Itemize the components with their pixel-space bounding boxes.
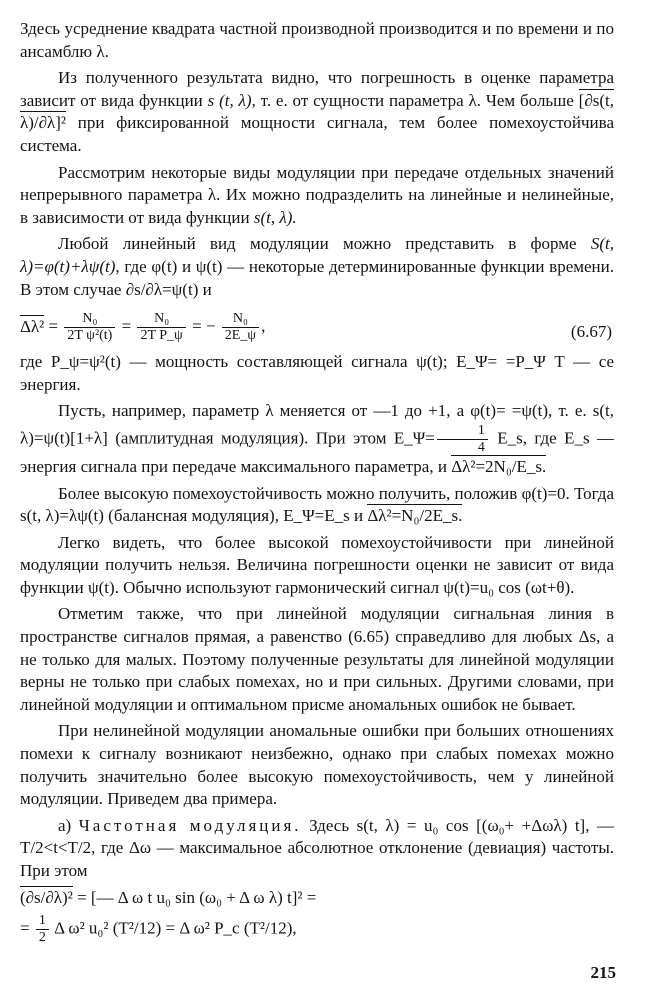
s-function: s (t, λ) xyxy=(207,90,252,110)
paragraph-3: Рассмотрим некоторые виды модуляции при передаче отдельных значений непрерывного параметра λ. Их можно подразделить на линейные и нелинейные, в зависимости от вида функции s(t, λ). xyxy=(20,162,614,227)
page-text xyxy=(20,18,614,946)
paragraph-7: Более высокую помехоустойчивость можно получить, положив φ(t)=0. Тогда s(t, λ)=λψ(t) (балансная модуляция), E_Ψ=E_s и Δλ²=N₀/2E_s. xyxy=(20,483,614,526)
paragraph-6: Пусть, например, параметр λ меняется от —1 до +1, а φ(t)= =ψ(t), т. е. s(t, λ)=ψ(t)[1+λ] (амплитудная модуляция). При этом E_Ψ= $\frac{1}{4}$ E_s, где E_s — энергия сигнала при передаче максимального параметра, и Δλ²=2N₀/E_s. xyxy=(20,401,614,476)
fraction-quarter: $\frac{1}{4}$ xyxy=(437,423,488,456)
fraction-3: $\frac{\text{N₀}}{2E\_\psi}$ xyxy=(222,311,259,344)
page-number: 215 xyxy=(590,963,616,982)
paragraph-9: Отметим также, что при линейной модуляции сигнальная линия в пространстве сигналов прямая, а равенство (6.65) справедливо для любых Δs, а не только для малых. Поэтому полученные результаты для линейной модуляции верны не только при слабых помехах, но и при сильных. Другими словами, при линейной модуляции и оптимальном присме аномальных ошибок не бывает. xyxy=(20,604,614,714)
paragraph-1: Здесь усреднение квадрата частной производной производится и по времени и по ансамблю λ. xyxy=(20,19,614,61)
eq-lhs: Δλ² xyxy=(20,316,45,336)
paragraph-11: а) Частотная модуляция. Здесь s(t, λ) = u₀ cos [(ω₀+ +Δωλ) t], — T/2<t<T/2, где Δω — максимальное абсолютное отклонение (девиация) частоты. При этом xyxy=(20,815,614,880)
equation-number: (6.67) xyxy=(570,322,612,342)
paragraph-5: где P_ψ=ψ²(t) — мощность составляющей сигнала ψ(t); E_Ψ= =P_Ψ T — се энергия. xyxy=(20,352,614,394)
paragraph-2: Из полученного результата видно, что погрешность в оценке параметра зависит от вида функции s (t, λ), т. е. от сущности параметра λ. Чем больше [∂s(t, λ)/∂λ]² при фиксированной мощности сигнала, тем более помехоустойчива система. xyxy=(20,68,614,155)
fraction-2: $\frac{\text{N₀}}{\text{2T P\_ψ}}$ xyxy=(137,311,185,344)
linear-modulation-formula: S(t, λ)=φ(t)+λψ(t) xyxy=(20,234,614,276)
paragraph-8: Легко видеть, что более высокой помехоустойчивости при линейной модуляции получить нельзя. Величина погрешности оценки не зависит от вида функции ψ(t). Обычно используют гармонический сигнал ψ(t)=u₀ cos (ωt+θ). xyxy=(20,532,614,597)
paragraph-4: Любой линейный вид модуляции можно представить в форме S(t, λ)=φ(t)+λψ(t), где φ(t) и ψ(t) — некоторые детерминированные функции времени. В этом случае ∂s/∂λ=ψ(t) и xyxy=(20,234,614,299)
fraction-1: $\frac{\text{N₀}}{\text{2T ψ²(t)}}$ xyxy=(64,311,115,344)
equation-line-1: (∂s/∂λ)² = [— Δ ω t u₀ sin (ω₀ + Δ ω λ) t]² = xyxy=(20,887,317,907)
spaced-heading: Частотная модуляция. xyxy=(78,815,302,835)
derivative-squared: [∂s(t, λ)/∂λ]² xyxy=(20,90,614,133)
fraction-half: $\frac{1}{2}$ xyxy=(36,913,49,946)
equation-6-67: Δλ² = $\frac{\text{N₀}}{\text{2T ψ²(t)}}$ = $\frac{\text{N₀}}{\text{2T P\_ψ}}$ = − $\frac{\text{N₀}}{2E\_\psi}$ , (6.67) xyxy=(20,311,612,344)
equation-line-2: = $\frac{1}{2}$ Δ ω² u₀² (T²/12) = Δ ω² P_c (T²/12), xyxy=(20,913,297,946)
paragraph-10: При нелинейной модуляции аномальные ошибки при больших отношениях помехи к сигналу возникают неизбежно, однако при слабых помехах можно получить значительно более высокую помехоустойчивость, чем у линейной модуляции. Приведем два примера. xyxy=(20,721,614,809)
